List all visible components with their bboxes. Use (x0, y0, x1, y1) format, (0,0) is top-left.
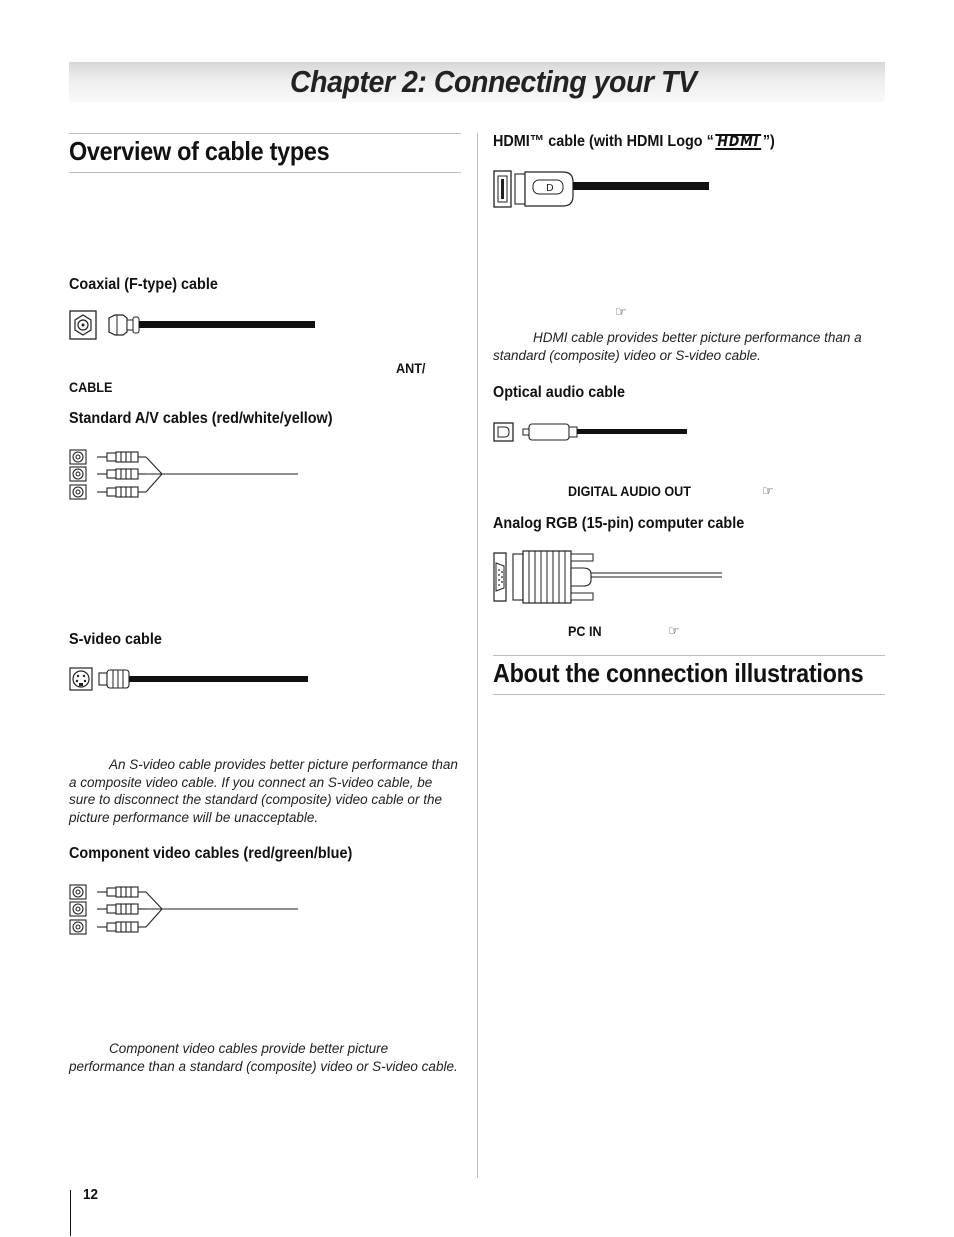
reference-icon: ☞ (668, 624, 680, 639)
hdmi-heading-prefix: HDMI™ cable (with HDMI Logo “ (493, 133, 714, 150)
hdmi-cable-illustration (493, 170, 713, 210)
svideo-cable-illustration (69, 667, 314, 695)
pc-in-label: PC IN (568, 623, 602, 639)
rgb-heading: Analog RGB (15-pin) computer cable (493, 515, 745, 532)
av-heading: Standard A/V cables (red/white/yellow) (69, 410, 333, 427)
section-rule-top (69, 133, 461, 134)
svideo-note: An S-video cable provides better picture performance than a composite video cable. If you connect an S-video cable, be sure to disconnect the standard (composite) video cable or the picture performance will be unacceptable. (69, 757, 458, 825)
section-rule-bottom (69, 172, 461, 173)
section-title-overview: Overview of cable types (69, 136, 330, 166)
hdmi-heading-suffix: ”) (762, 133, 775, 150)
footer-rule (70, 1190, 71, 1236)
coaxial-cable-illustration (69, 310, 329, 342)
section-rule-bottom (493, 694, 885, 695)
digital-audio-out-label: DIGITAL AUDIO OUT (568, 483, 691, 499)
hdmi-logo: HDMI (717, 134, 760, 150)
cable-label: CABLE (69, 379, 113, 395)
reference-icon: ☞ (762, 484, 774, 499)
coaxial-heading: Coaxial (F-type) cable (69, 276, 218, 293)
hdmi-note: HDMI cable provides better picture performance than a standard (composite) video or S-video cable. (493, 330, 862, 363)
av-cable-illustration (69, 447, 304, 503)
section-rule-top (493, 655, 885, 656)
reference-icon: ☞ (615, 305, 627, 320)
svideo-heading: S-video cable (69, 631, 162, 648)
component-note: Component video cables provide better picture performance than a standard (composite) video or S-video cable. (69, 1041, 458, 1074)
component-cable-illustration (69, 882, 304, 938)
page-number: 12 (83, 1186, 99, 1203)
component-heading: Component video cables (red/green/blue) (69, 845, 353, 862)
rgb-cable-illustration (493, 550, 728, 604)
ant-label: ANT/ (396, 360, 426, 376)
chapter-title: Chapter 2: Connecting your TV (290, 64, 697, 99)
column-divider (477, 133, 478, 1178)
svg-text:D: D (546, 183, 554, 194)
optical-cable-illustration (493, 421, 693, 445)
hdmi-heading (493, 133, 775, 151)
section-title-about: About the connection illustrations (493, 658, 864, 688)
optical-heading: Optical audio cable (493, 384, 626, 401)
